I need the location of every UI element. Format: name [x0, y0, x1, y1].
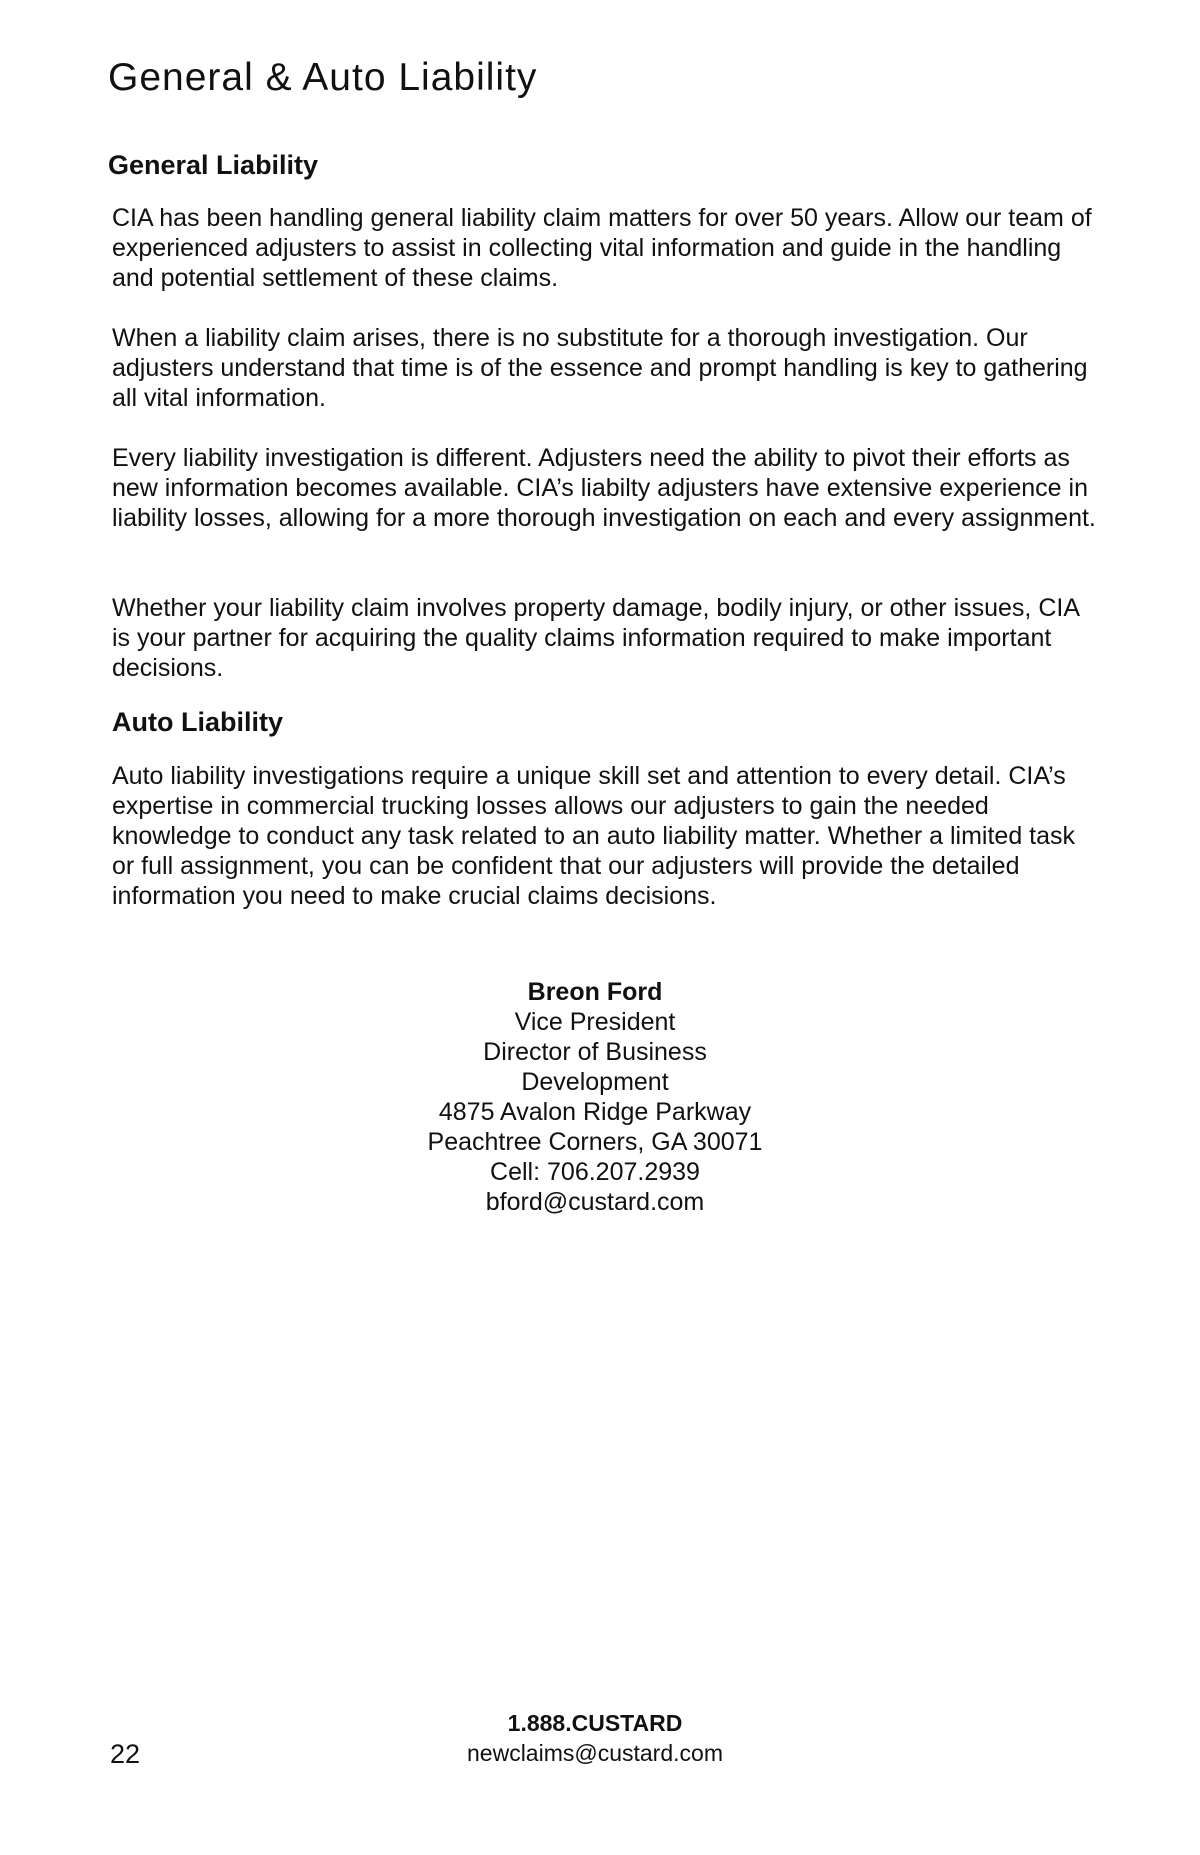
page-title: General & Auto Liability — [108, 56, 538, 99]
general-liability-paragraph-1: CIA has been handling general liability claim matters for over 50 years. Allow our team of experienced adjusters to assist in collecting vital information and guide in the handling and potential settlement of these claims. — [112, 204, 1092, 292]
general-liability-heading: General Liability — [108, 150, 319, 180]
footer — [390, 1708, 800, 1768]
contact-block — [390, 977, 800, 1217]
contact-name: Breon Ford — [527, 978, 663, 1006]
general-liability-paragraph-3: Every liability investigation is different. Adjusters need the ability to pivot their efforts as new information becomes available. CIA’s liabilty adjusters have extensive experience in liability losses, allowing for a more thorough investigation on each and every assignment. — [112, 444, 1096, 532]
general-liability-paragraph-4: Whether your liability claim involves property damage, bodily injury, or other issues, CIA is your partner for acquiring the quality claims information required to make important decisions. — [112, 594, 1079, 682]
auto-liability-heading: Auto Liability — [112, 707, 283, 737]
contact-address-line-1: 4875 Avalon Ridge Parkway — [438, 1098, 752, 1126]
page-number: 22 — [110, 1739, 141, 1769]
general-liability-paragraph-2: When a liability claim arises, there is no substitute for a thorough investigation. Our adjusters understand that time is of the essence and prompt handling is key to gathering all vital information. — [112, 324, 1088, 412]
contact-email: bford@custard.com — [485, 1188, 705, 1216]
footer-phone: 1.888.CUSTARD — [507, 1710, 683, 1736]
contact-title-line-1: Vice President — [514, 1008, 676, 1036]
contact-address-line-2: Peachtree Corners, GA 30071 — [427, 1128, 763, 1156]
contact-title-line-2: Director of Business — [483, 1038, 707, 1066]
contact-cell: Cell: 706.207.2939 — [490, 1158, 700, 1186]
auto-liability-paragraph: Auto liability investigations require a unique skill set and attention to every detail. CIA’s expertise in commercial trucking losses allows our adjusters to gain the needed knowledge to conduct any task related to an auto liability matter. Whether a limited task or full assignment, you can be confident that our adjusters will provide the detailed information you need to make crucial claims decisions. — [112, 762, 1076, 910]
footer-email: newclaims@custard.com — [467, 1740, 723, 1766]
contact-title-line-3: Development — [521, 1068, 669, 1096]
